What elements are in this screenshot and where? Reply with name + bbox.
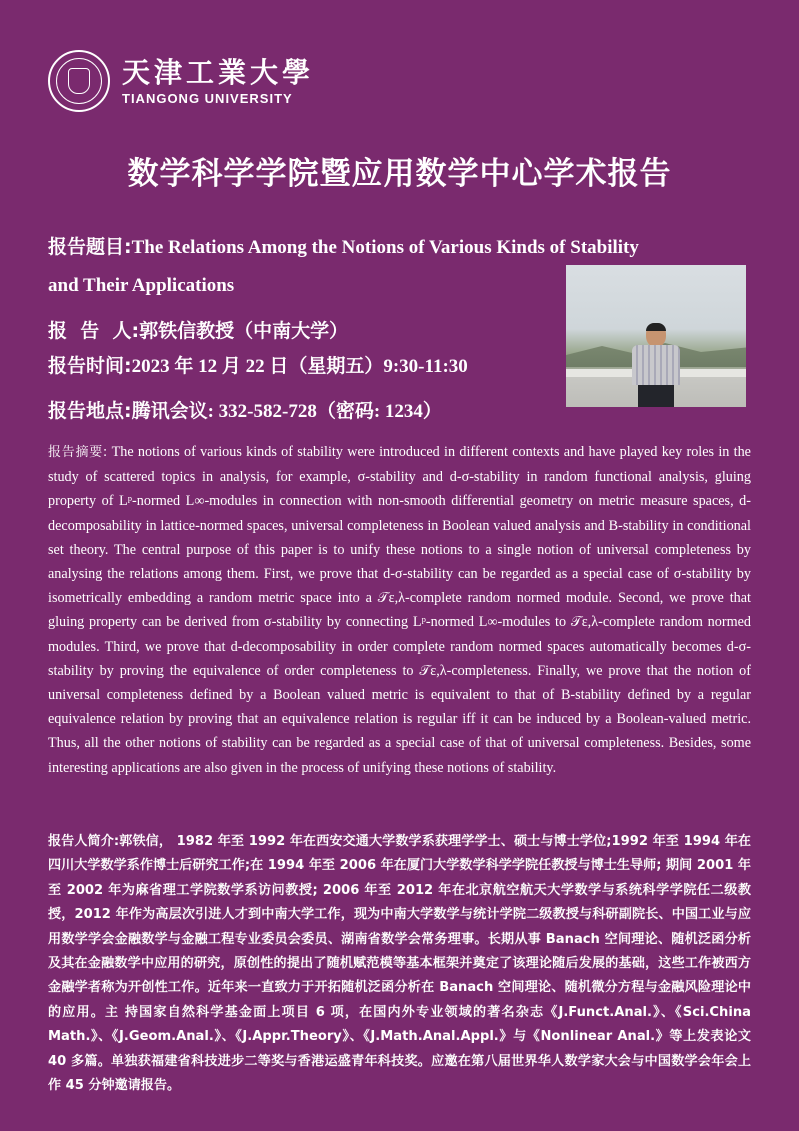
abstract-label: 报告摘要: [48,445,108,460]
university-seal-icon [48,50,110,112]
speaker-photo [566,265,746,407]
university-header [48,46,314,116]
abstract-text: The notions of various kinds of stability were introduced in different contexts and have played key roles in the study of scattered topics in analysis, for example, σ-stability and d-σ-stability in random functional analysis, gluing property of Lᵖ-normed L∞-modules in connection with non-smooth differential geometry on metric measure spaces, d-decomposability in lattice-normed spaces, universal completeness in Boolean valued analysis and B-stability in conditional set theory. The central purpose of this paper is to unify these notions to a single notion of universal completeness by analysing the relations among them. First, we prove that d-σ-stability can be regarded as a special case of σ-stability by isometrically embedding a random metric space into a 𝒯ε,λ-complete random normed module. Second, we prove that gluing property can be derived from σ-stability by connecting Lᵖ-normed L∞-modules to 𝒯ε,λ-complete random normed modules. Third, we prove that d-decomposability in order complete random normed spaces automatically becomes d-σ-stability by proving the equivalence of order completeness to 𝒯ε,λ-completeness. Finally, we prove that the notion of universal completeness defined by a Boolean valued metric is equivalent to that of B-stability defined by a regular equivalence relation by proving that an equivalence relation is regular iff it can be induced by a Boolean-valued metric. Thus, all the other notions of stability can be regarded as a special case of that of universal completeness. Besides, some interesting applications are also given in the process of unifying these notions of stability. [48,444,751,776]
time-value: 2023 年 12 月 22 日（星期五）9:30-11:30 [131,356,468,377]
talk-title-text-cont: and Their Applications [48,275,235,296]
talk-title-label: 报告题目: [48,236,132,258]
talk-title-text: The Relations Among the Notions of Various Kinds of Stability [131,237,639,258]
speaker-name: 郭铁信教授（中南大学） [139,320,349,342]
venue-row [48,396,442,423]
venue-value: 腾讯会议: 332-582-728（密码: 1234） [131,401,442,422]
university-name-en: TIANGONG UNIVERSITY [122,90,293,106]
university-name-cn: 天津工業大學 [122,55,315,89]
talk-title-line1 [48,232,639,259]
speaker-row [48,316,348,343]
time-label: 报告时间: [48,355,132,377]
bio-label: 报告人简介: [48,834,120,849]
bio-paragraph [48,830,751,1098]
venue-label: 报告地点: [48,400,132,422]
bio-text: 郭铁信， 1982 年至 1992 年在西安交通大学数学系获理学学士、硕士与博士学位;1992 年至 1994 年在四川大学数学系作博士后研究工作;在 1994 年至 2006 年在厦门大学数学科学学院任教授与博士生导师; 期间 2001 年至 2002 年为麻省理工学院数学系访问教授; 2006 年至 2012 年在北京航空航天大学数学与系统科学学院任二级教授，2012 年作为高层次引进人才到中南大学工作，现为中南大学数学与统计学院二级教授与科研副院长、中国工业与应用数学学会金融数学与金融工程专业委员会委员、湖南省数学会常务理事。长期从事 Banach 空间理论、随机泛函分析及其在金融数学中应用的研究，原创性的提出了随机赋范模等基本框架并奠定了该理论随后发展的基础，这些工作被西方金融学者称为开创性工作。近年来一直致力于开拓随机泛函分析在 Banach 空间理论、随机微分方程与金融风险理论中的应用。主 持国家自然科学基金面上项目 6 项，在国内外专业领域的著名杂志《J.Funct.Anal.》、《Sci.China Math.》、《J.Geom.Anal.》、《J.Appr.Theory》、《J.Math.Anal.Appl.》与《Nonlinear Anal.》等上发表论文 40 多篇。单独获福建省科技进步二等奖与香港运盛青年科技奖。应邀在第八届世界华人数学家大会与中国数学会年会上作 45 分钟邀请报告。 [48,834,751,1094]
speaker-label: 报 告 人: [48,320,140,342]
university-name [122,57,314,106]
event-title: 数学科学学院暨应用数学中心学术报告 [127,156,672,192]
time-row [48,351,468,378]
abstract-paragraph [48,440,751,780]
talk-title-line2 [48,274,234,297]
